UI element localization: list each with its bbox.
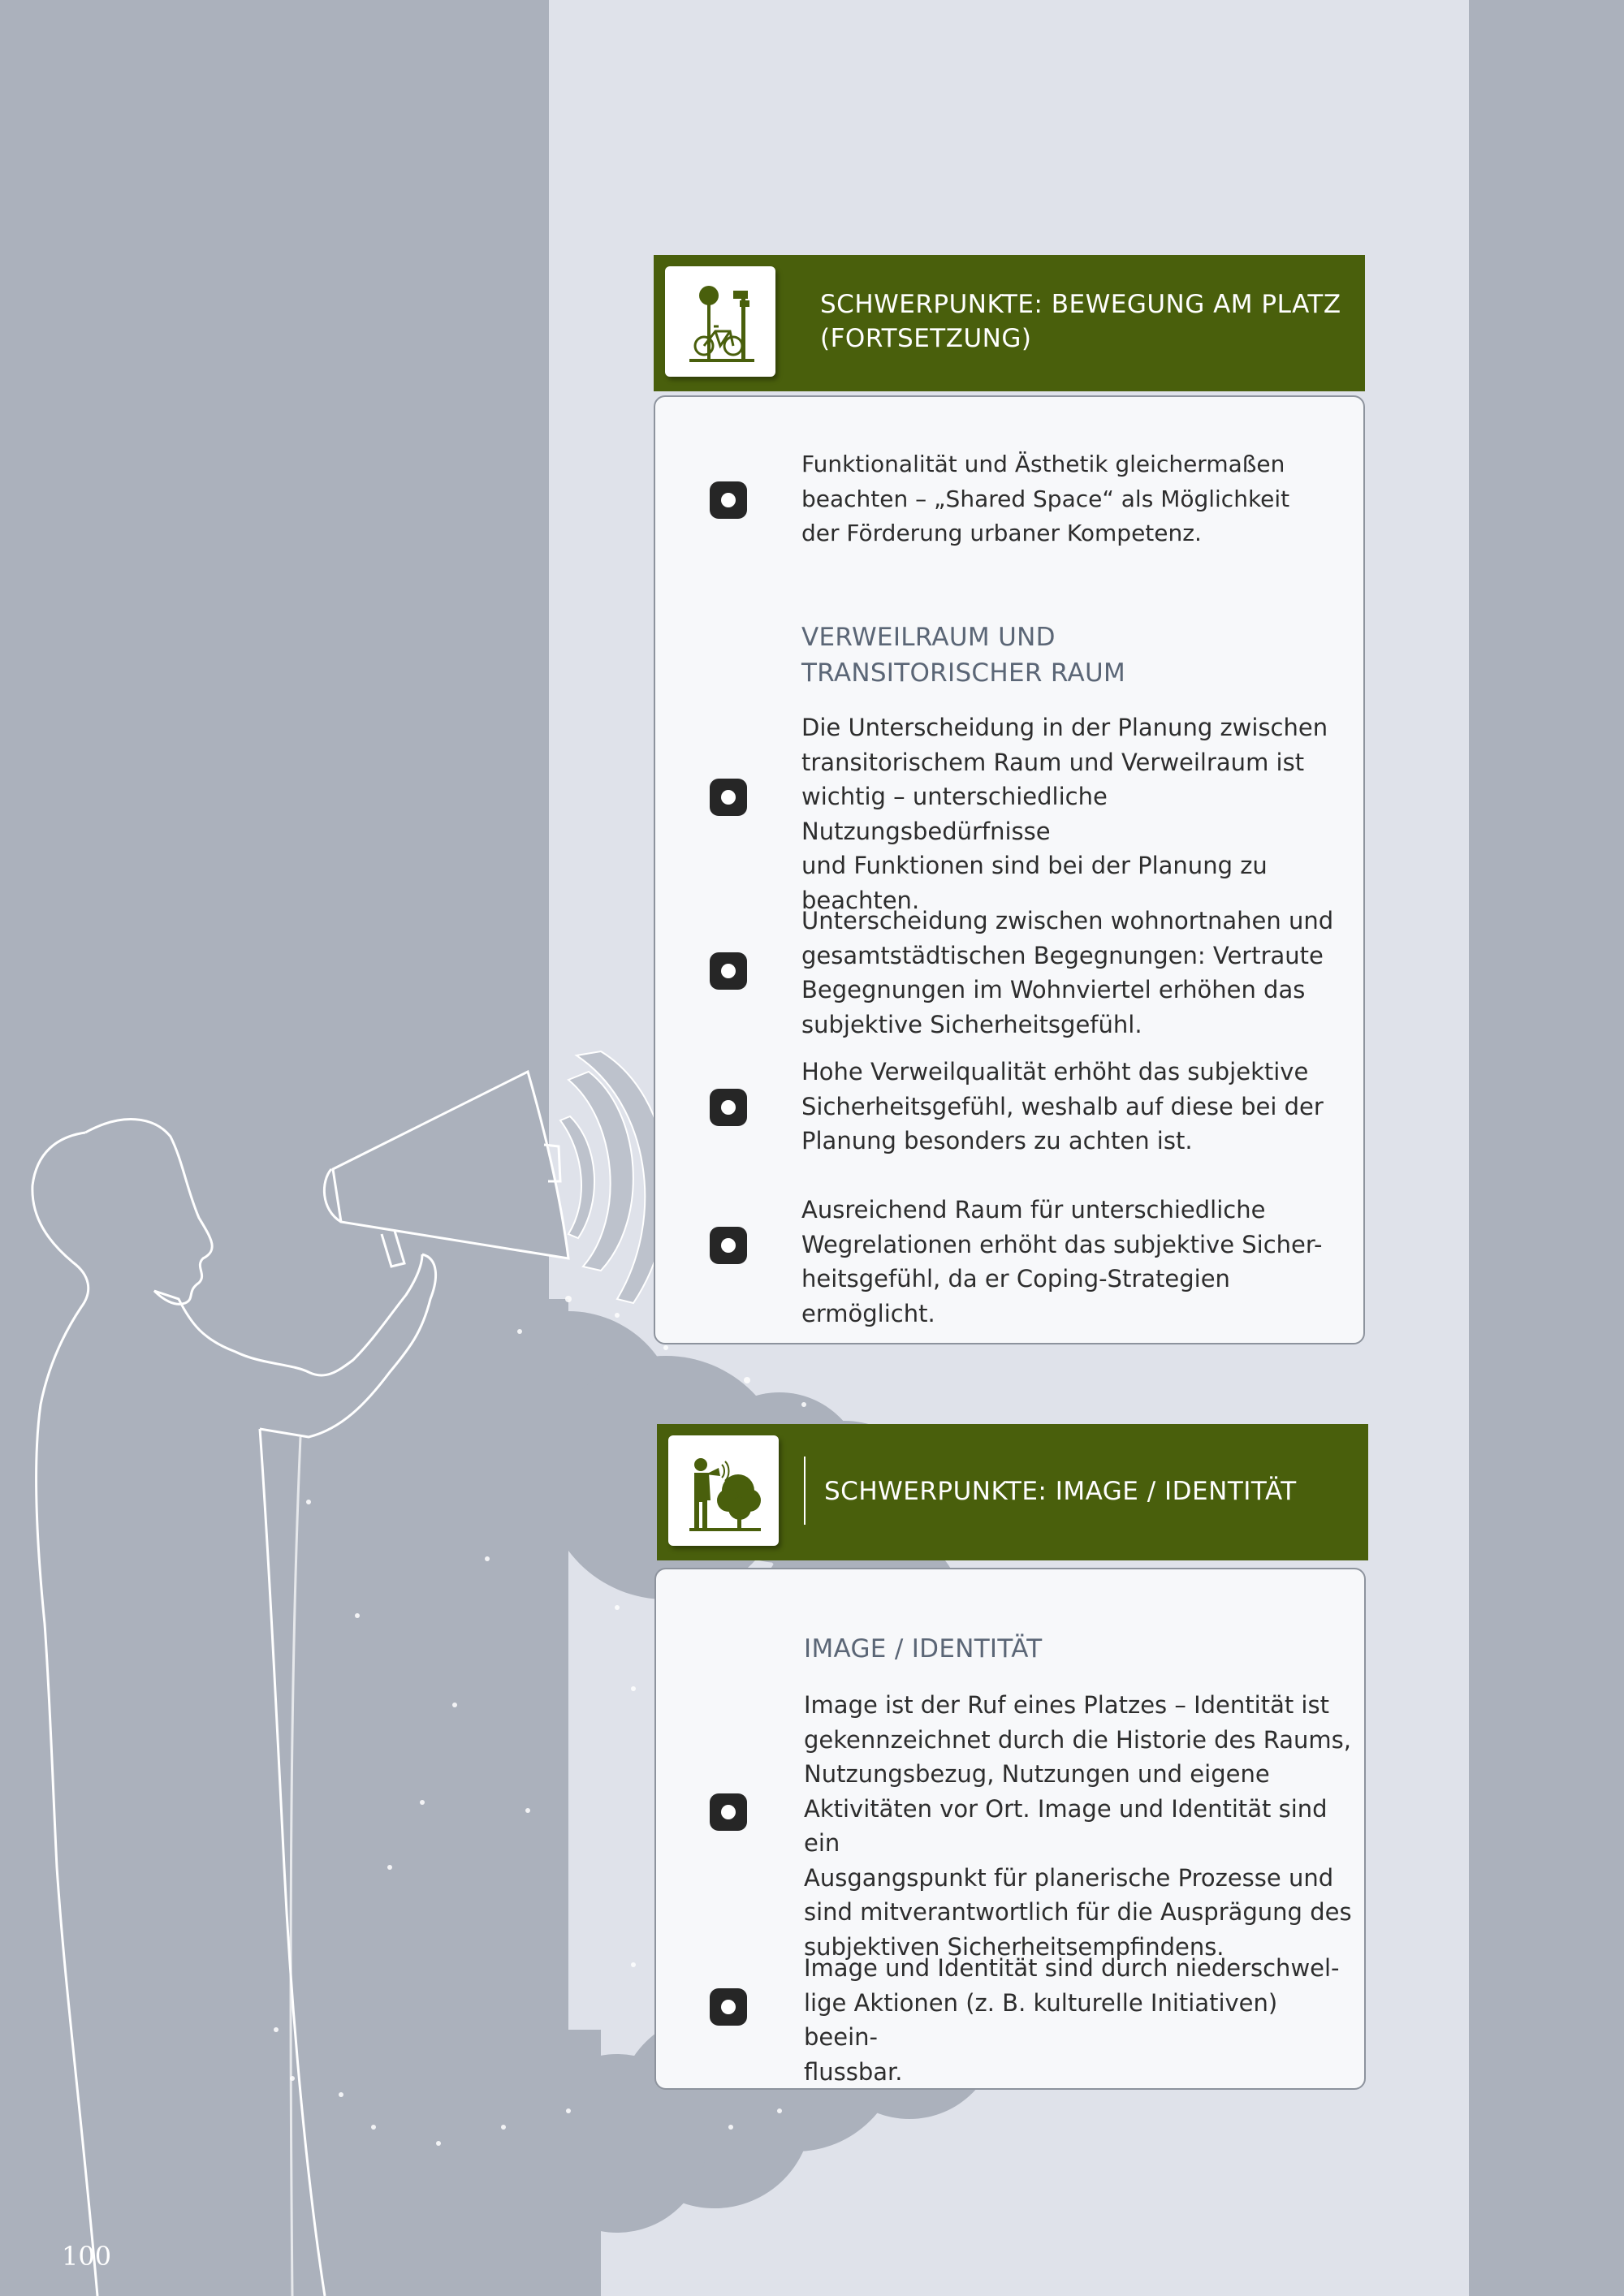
section1-item5-text — [801, 1193, 1354, 1331]
section2-header — [657, 1424, 1368, 1560]
sound-waves — [560, 1051, 667, 1303]
text-line: Ausgangspunkt für planerische Prozesse und — [804, 1863, 1334, 1892]
section2-card — [654, 1568, 1366, 2090]
text-line: lige Aktionen (z. B. kulturelle Initiativen) beein- — [804, 1988, 1278, 2051]
text-line: Planung besonders zu achten ist. — [801, 1127, 1193, 1154]
section2-item2-text — [804, 1951, 1356, 2089]
section1-card — [654, 395, 1365, 1344]
section1-subheading — [801, 619, 1125, 691]
subheading-line: VERWEILRAUM UND — [801, 623, 1056, 652]
page-number: 100 — [62, 2241, 112, 2272]
bullet-icon — [710, 779, 747, 816]
text-line: und Funktionen sind bei der Planung zu — [801, 852, 1268, 879]
section1-item3-text — [801, 904, 1354, 1042]
section2-item1-text — [804, 1688, 1356, 1964]
section1-header — [654, 255, 1365, 391]
text-line: gekennzeichnet durch die Historie des Raums, — [804, 1725, 1351, 1754]
text-line: Hohe Verweilqualität erhöht das subjektive — [801, 1058, 1309, 1085]
text-line: subjektive Sicherheitsgefühl. — [801, 1010, 1142, 1038]
section1-item1-text — [801, 447, 1337, 551]
megaphone-outline — [324, 1072, 568, 1267]
section2-subheading: IMAGE / IDENTITÄT — [804, 1634, 1043, 1664]
text-line: Funktionalität und Ästhetik gleichermaßen — [801, 451, 1285, 477]
bullet-icon — [710, 1227, 747, 1264]
bicycle-tree-icon — [673, 274, 767, 369]
text-line: Sicherheitsgefühl, weshalb auf diese bei der — [801, 1092, 1324, 1120]
text-line: Image und Identität sind durch niederschwel- — [804, 1954, 1340, 1982]
text-line: Begegnungen im Wohnviertel erhöhen das — [801, 976, 1306, 1003]
bullet-icon — [710, 1988, 747, 2026]
section1-title-line1: SCHWERPUNKTE: BEWEGUNG AM PLATZ — [820, 290, 1341, 319]
text-line: flussbar. — [804, 2057, 903, 2086]
text-line: Die Unterscheidung in der Planung zwischen — [801, 714, 1328, 741]
bullet-icon — [710, 952, 747, 990]
text-line: Image ist der Ruf eines Platzes – Identität ist — [804, 1691, 1329, 1719]
text-line: wichtig – unterschiedliche Nutzungsbedürfnisse — [801, 783, 1108, 845]
text-line: Aktivitäten vor Ort. Image und Identität sind ein — [804, 1794, 1328, 1857]
megaphone-person-tree-icon — [676, 1444, 771, 1538]
section2-icon-box — [668, 1435, 779, 1546]
text-line: heitsgefühl, da er Coping-Strategien ermöglicht. — [801, 1265, 1230, 1327]
bullet-icon — [710, 481, 747, 519]
text-line: subjektiven Sicherheitsempfindens. — [804, 1932, 1224, 1961]
text-line: beachten. — [801, 886, 920, 914]
header-divider — [804, 1457, 806, 1525]
subheading-line: TRANSITORISCHER RAUM — [801, 658, 1125, 688]
section2-title: SCHWERPUNKTE: IMAGE / IDENTITÄT — [824, 1477, 1297, 1506]
text-line: beachten – „Shared Space“ als Möglichkeit — [801, 485, 1290, 512]
text-line: transitorischem Raum und Verweilraum ist — [801, 748, 1305, 776]
text-line: Unterscheidung zwischen wohnortnahen und — [801, 907, 1334, 934]
bullet-icon — [710, 1793, 747, 1831]
section1-item4-text — [801, 1055, 1354, 1159]
text-line: sind mitverantwortlich für die Ausprägung des — [804, 1898, 1352, 1926]
section1-item2-text — [801, 710, 1354, 917]
bullet-icon — [710, 1089, 747, 1126]
text-line: der Förderung urbaner Kompetenz. — [801, 520, 1202, 546]
text-line: Nutzungsbezug, Nutzungen und eigene — [804, 1760, 1270, 1788]
section1-title-line2: (FORTSETZUNG) — [820, 324, 1032, 353]
text-line: gesamtstädtischen Begegnungen: Vertraute — [801, 941, 1324, 969]
person-outline — [32, 1120, 436, 2296]
text-line: Ausreichend Raum für unterschiedliche — [801, 1196, 1266, 1224]
section1-title — [820, 287, 1341, 356]
section1-icon-box — [665, 266, 775, 377]
text-line: Wegrelationen erhöht das subjektive Sicher- — [801, 1230, 1323, 1258]
